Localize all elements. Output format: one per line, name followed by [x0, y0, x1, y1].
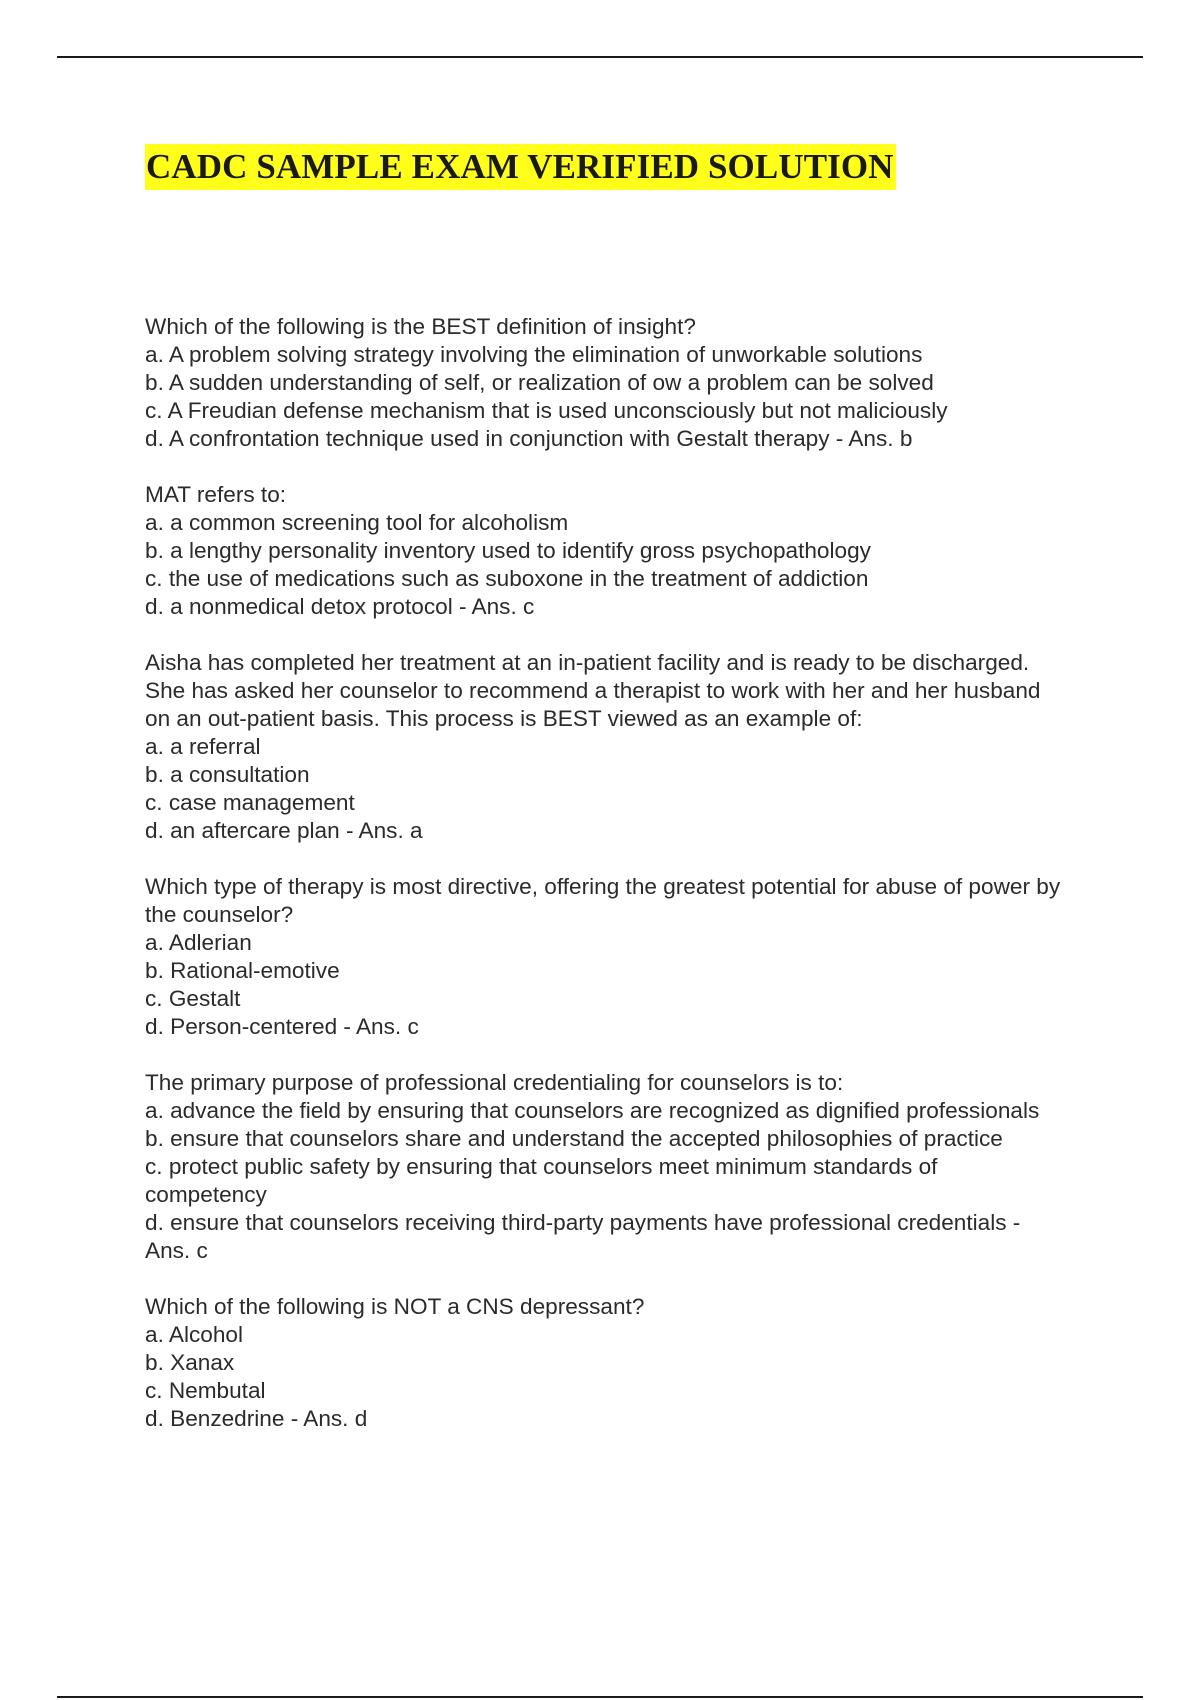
option-d-answer: d. Benzedrine - Ans. d [145, 1406, 368, 1431]
question-text: Which of the following is NOT a CNS depressant? [145, 1294, 645, 1319]
option-c: c. the use of medications such as suboxone in the treatment of addiction [145, 566, 869, 591]
option-a: a. Alcohol [145, 1322, 243, 1347]
option-c: c. Gestalt [145, 986, 241, 1011]
question-4 [145, 873, 1065, 1041]
bottom-rule [57, 1696, 1143, 1698]
question-3 [145, 649, 1065, 845]
title-block [145, 144, 896, 190]
option-d-answer: d. A confrontation technique used in conjunction with Gestalt therapy - Ans. b [145, 426, 913, 451]
question-5 [145, 1069, 1065, 1265]
option-d-answer: d. an aftercare plan - Ans. a [145, 818, 423, 843]
option-c: c. case management [145, 790, 355, 815]
option-b: b. a consultation [145, 762, 310, 787]
option-b: b. Rational-emotive [145, 958, 340, 983]
option-b: b. A sudden understanding of self, or realization of ow a problem can be solved [145, 370, 934, 395]
question-text: Aisha has completed her treatment at an in-patient facility and is ready to be discharged. She has asked her counselor to recommend a therapist to work with her and her husband on an out-patient basis. This process is BEST viewed as an example of: [145, 650, 1041, 731]
question-1 [145, 313, 1065, 453]
question-2 [145, 481, 1065, 621]
question-text: MAT refers to: [145, 482, 287, 507]
option-c: c. protect public safety by ensuring that counselors meet minimum standards of competency [145, 1154, 938, 1207]
top-rule [57, 56, 1143, 58]
question-list [145, 313, 1065, 1461]
option-a: a. Adlerian [145, 930, 252, 955]
option-a: a. A problem solving strategy involving the elimination of unworkable solutions [145, 342, 923, 367]
option-a: a. advance the field by ensuring that counselors are recognized as dignified professionals [145, 1098, 1040, 1123]
option-a: a. a common screening tool for alcoholism [145, 510, 569, 535]
question-text: Which type of therapy is most directive, offering the greatest potential for abuse of power by the counselor? [145, 874, 1061, 927]
question-6 [145, 1293, 1065, 1433]
option-b: b. Xanax [145, 1350, 235, 1375]
option-b: b. ensure that counselors share and understand the accepted philosophies of practice [145, 1126, 1003, 1151]
option-d-answer: d. ensure that counselors receiving third-party payments have professional credentials - Ans. c [145, 1210, 1021, 1263]
option-c: c. Nembutal [145, 1378, 266, 1403]
option-d-answer: d. Person-centered - Ans. c [145, 1014, 419, 1039]
question-text: Which of the following is the BEST definition of insight? [145, 314, 696, 339]
document-title: CADC SAMPLE EXAM VERIFIED SOLUTION [145, 144, 896, 190]
question-text: The primary purpose of professional credentialing for counselors is to: [145, 1070, 844, 1095]
option-a: a. a referral [145, 734, 261, 759]
option-b: b. a lengthy personality inventory used to identify gross psychopathology [145, 538, 871, 563]
option-c: c. A Freudian defense mechanism that is used unconsciously but not maliciously [145, 398, 948, 423]
option-d-answer: d. a nonmedical detox protocol - Ans. c [145, 594, 535, 619]
